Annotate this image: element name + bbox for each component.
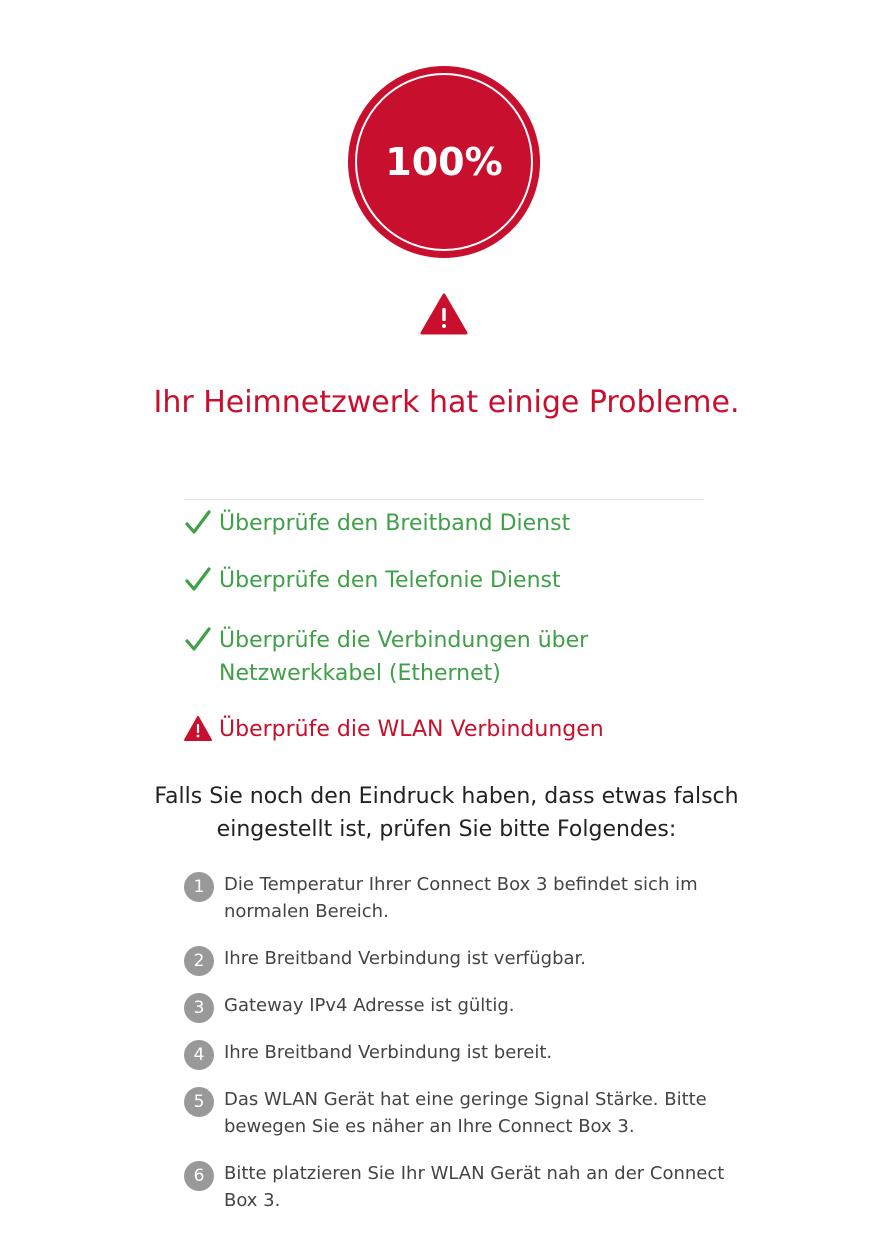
step-text: Gateway IPv4 Adresse ist gültig. xyxy=(224,995,515,1016)
divider xyxy=(184,499,704,500)
step-text: Die Temperatur Ihrer Connect Box 3 befindet sich im normalen Bereich. xyxy=(224,874,698,922)
step-number-badge: 1 xyxy=(184,872,214,902)
checkmark-icon xyxy=(184,509,212,537)
step-number-badge: 6 xyxy=(184,1161,214,1191)
check-item-label: Überprüfe die Verbindungen über Netzwerkkabel (Ethernet) xyxy=(219,628,589,686)
status-headline: Ihr Heimnetzwerk hat einige Probleme. xyxy=(153,385,740,420)
warning-icon xyxy=(420,293,468,335)
check-item-label: Überprüfe den Telefonie Dienst xyxy=(219,568,561,593)
step-text: Ihre Breitband Verbindung ist verfügbar. xyxy=(224,948,587,969)
step-text: Ihre Breitband Verbindung ist bereit. xyxy=(224,1042,553,1063)
step-text: Bitte platzieren Sie Ihr WLAN Gerät nah an der Connect Box 3. xyxy=(224,1163,725,1211)
progress-label: 100% xyxy=(385,140,503,184)
checkmark-icon xyxy=(184,566,212,594)
step-text: Das WLAN Gerät hat eine geringe Signal Stärke. Bitte bewegen Sie es näher an Ihre Connect Box 3. xyxy=(224,1089,707,1137)
step-number-badge: 3 xyxy=(184,993,214,1023)
checkmark-icon xyxy=(184,626,212,654)
step-number-badge: 4 xyxy=(184,1040,214,1070)
progress-circle xyxy=(348,66,540,258)
check-item-label: Überprüfe die WLAN Verbindungen xyxy=(219,717,604,742)
step-number-badge: 2 xyxy=(184,946,214,976)
intro-text: Falls Sie noch den Eindruck haben, dass etwas falsch eingestellt ist, prüfen Sie bitte Folgendes: xyxy=(154,784,739,842)
warning-icon xyxy=(184,715,212,743)
step-number-badge: 5 xyxy=(184,1087,214,1117)
check-item-label: Überprüfe den Breitband Dienst xyxy=(219,511,571,536)
